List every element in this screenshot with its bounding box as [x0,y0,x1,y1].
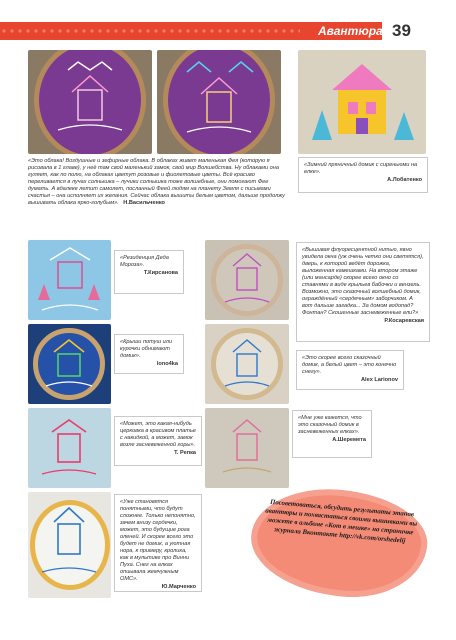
caption-lobatenko [298,157,428,193]
caption-author: Р.Косаревская [384,318,424,324]
section-title: Авантюра [318,24,383,38]
caption-text: «Резиденция Деда Мороза». [120,255,169,268]
photo-linen-purple-house [205,240,289,320]
embroidery-house-drawing [205,240,289,320]
photo-purple-hoop-left [28,50,152,154]
caption-text: «Зимний пряничный домик с сиреньюми на елке». [304,162,418,175]
embroidery-house-drawing [28,50,152,154]
caption-text: «Это облака! Воздушные и зефирные облака. В облаках живет маленькая Фея (которую я рисовала в 1 главе), у неё там свой маленький замок, свой мир Волшебства. Ну облаками она гуляет, как по полю, на облаках цветут розовые и фиолетовые цветы. Всё красиво переливается в лучах солнышка – лучики солнышка тоже волшебные, они помогают Фее думать. А вдалеке летит самолет, посланный Феей людям на планету Земля с письмами счастья – она исполняет их желания. Сейчас облака вышиты белым цветом, дальше продолжу вышивать облака ярко-голубым». [28,158,285,206]
embroidery-house-drawing [205,324,289,404]
photo-linen-pink-house [205,408,289,488]
caption-marchenko [114,494,202,592]
embroidery-house-drawing [28,492,111,598]
caption-author: Т. Репка [174,450,196,456]
callout-text: Посоветоваться, обсудить результаты этапов авантюры и похвастаться своими вышивками вы можете в альбоме «Кот в мешке» на страничке журнала Вконтакте http://vk.com/orshedelij [265,498,418,545]
caption-text: «Уже становятся понятными, что будут сложнее. Только непонятно, зачем внизу сердечки, может, это будущие рога оленей. И скорее всего это будет не домик, а уютная нора, к примеру, кролика, как в мультике про Винни Пуха. Снег на елках опиывала жемчужным ОМС». [120,499,196,582]
caption-author: Ю.Марченко [161,584,196,590]
caption-author: Т.Кирсанова [143,270,178,276]
embroidery-house-drawing [157,50,281,154]
embroidery-house-drawing [205,408,289,488]
header-dot-pattern [0,27,300,35]
caption-text: «Мне уже кажется, что это сказочный домик в засневеженных елках». [298,415,362,435]
photo-linen-hoop-blue [205,324,289,404]
caption-author: А.Лобатенко [387,177,422,183]
embroidery-house-drawing [28,324,111,404]
caption-author: Alex Larionov [361,377,398,383]
photo-gingerbread-house [298,50,426,154]
caption-kirsanova [114,250,184,294]
callout-bubble [247,483,432,604]
caption-text: «Крыши потуш или курочки обнимают домик». [120,339,173,359]
caption-author: Н.Васильченко [123,200,165,206]
caption-text: «Вышивая флуоресцентной нитью, явно увидела окна (уж очень четко они светятся), дверь, к которой ведёт дорожка, выложенная камешками. На втором этаже (или мансарде) скорее всего окно со ставнями в виде крыльев бабочки и вензель. Возможно, это сказочный волшебный домик, ограждённый «сердечным» заборчиком. А вот дальше загадка... За домом водопад? Фонтан? Скошенные засневеженные ели?» [302,247,424,316]
embroidery-house-drawing [28,408,111,488]
caption-text: «Может, это какая-нибудь церковка в красивом платье с накидкой, а может, замок возле засневеженной горы». [120,421,196,448]
embroidery-house-drawing [28,240,111,320]
caption-author: lono4ka [156,361,178,367]
caption-larionov [296,350,404,390]
photo-pink-fabric [28,408,111,488]
page-number: 39 [392,21,411,40]
caption-repka [114,416,202,466]
caption-sheremeta [292,410,372,458]
caption-vasilchenko [28,158,288,207]
photo-purple-hoop-middle [157,50,281,154]
photo-blue-hoop-bottom [28,492,111,598]
photo-blue-hoop [28,324,111,404]
embroidery-house-drawing [298,50,426,154]
caption-text: «Это скорее всего сказочный домик, а белый цвет – это конечно снегу». [302,355,397,375]
caption-author: А.Шеремета [332,437,366,443]
photo-blue-fabric [28,240,111,320]
caption-kosarevskaya [296,242,430,342]
caption-lono4ka [114,334,184,374]
